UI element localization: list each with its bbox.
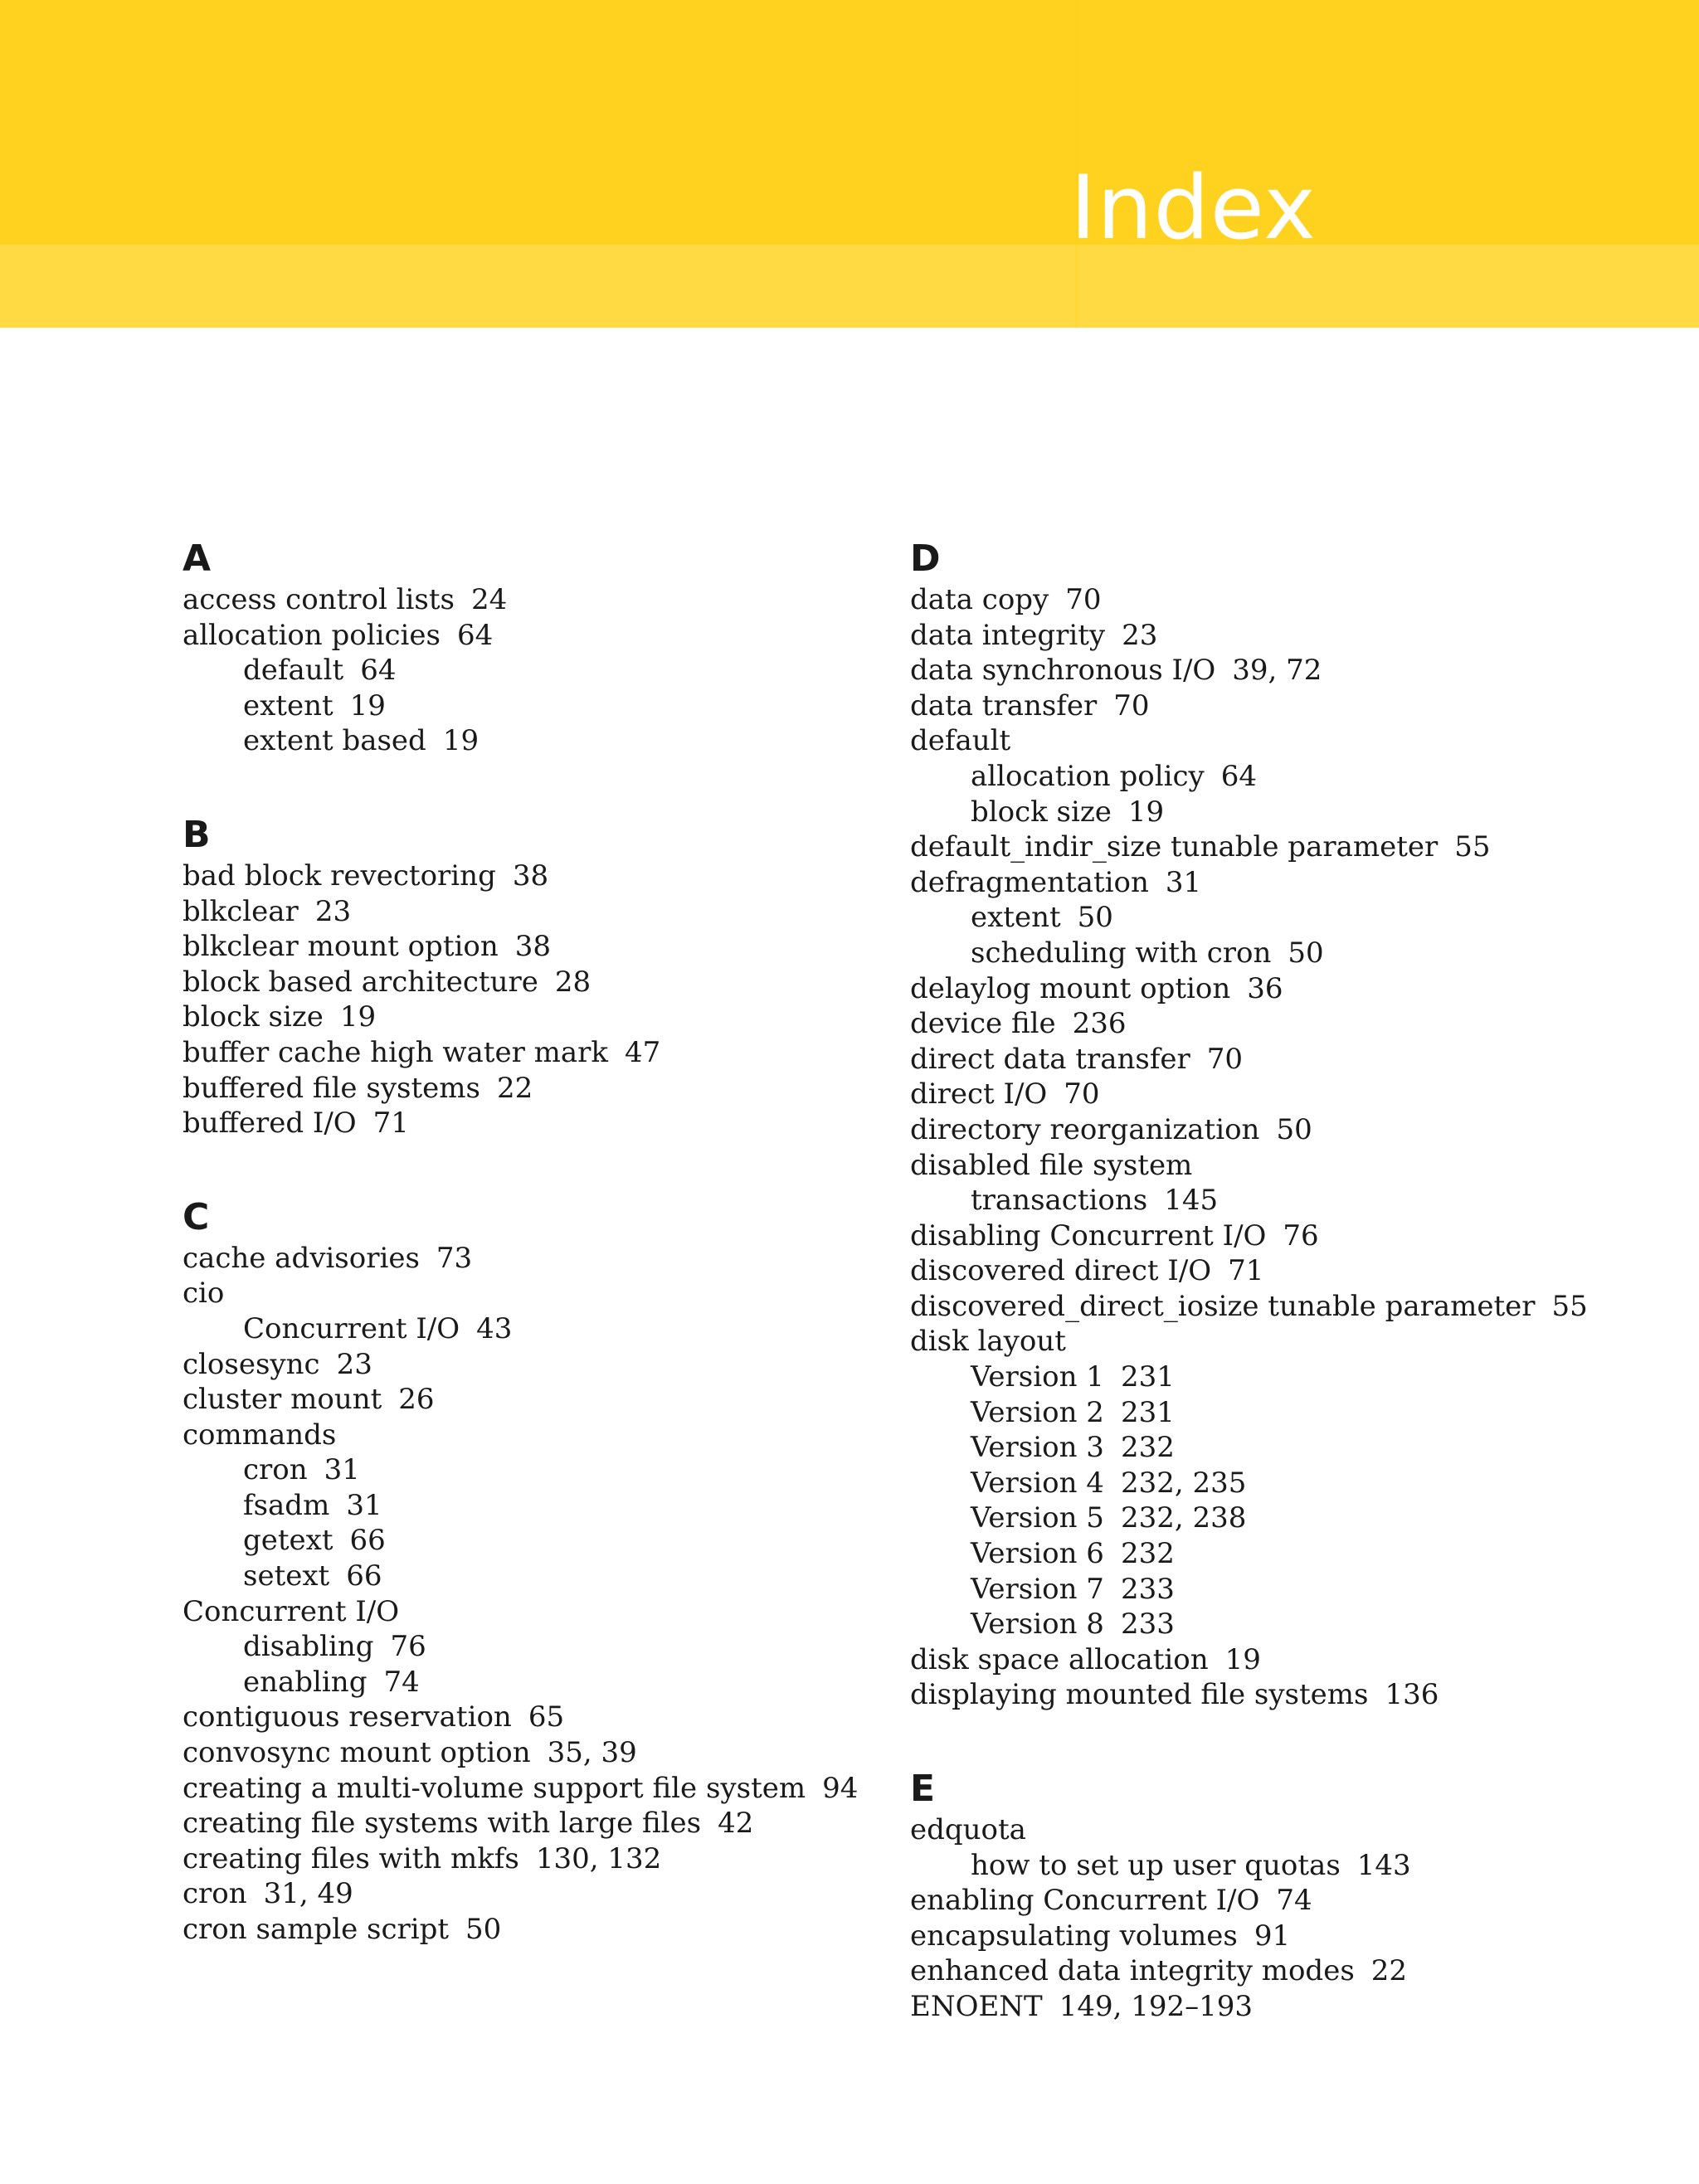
- entry-term: enabling: [243, 1665, 368, 1699]
- index-entry: [183, 1276, 896, 1311]
- entry-term: delaylog mount option: [910, 971, 1231, 1005]
- entry-page-refs[interactable]: 39, 72: [1232, 654, 1322, 688]
- index-entry: [183, 1735, 896, 1771]
- index-subentry: [910, 795, 1657, 830]
- entry-term: discovered_direct_iosize tunable parameter: [910, 1289, 1536, 1323]
- index-subentry: [910, 1572, 1657, 1608]
- entry-term: disk layout: [910, 1325, 1066, 1359]
- index-subentry: [910, 759, 1657, 795]
- index-subentry: [910, 936, 1657, 971]
- index-entry: [910, 582, 1657, 618]
- entry-page-refs[interactable]: 50: [1276, 1112, 1312, 1146]
- section-letter: E: [910, 1768, 936, 1810]
- entry-term: directory reorganization: [910, 1112, 1260, 1146]
- entry-page-refs[interactable]: 94: [822, 1771, 859, 1805]
- entry-page-refs[interactable]: 19: [1127, 795, 1165, 829]
- entry-page-refs[interactable]: 233: [1120, 1608, 1175, 1642]
- header-banner-band: [0, 245, 1699, 328]
- entry-term: discovered direct I/O: [910, 1254, 1212, 1288]
- index-entry: [910, 1077, 1657, 1112]
- index-entry: [910, 1218, 1657, 1254]
- index-subentry: [183, 1523, 896, 1559]
- index-entry: [183, 1418, 896, 1453]
- entry-term: how to set up user quotas: [971, 1848, 1341, 1882]
- index-subentry: [183, 1629, 896, 1665]
- entry-term: enabling Concurrent I/O: [910, 1884, 1260, 1918]
- entry-term: cache advisories: [183, 1241, 420, 1275]
- index-subentry: [183, 1452, 896, 1488]
- index-entry: [183, 1000, 896, 1035]
- entry-term: edquota: [910, 1813, 1026, 1846]
- entry-page-refs[interactable]: 23: [336, 1347, 372, 1381]
- entry-page-refs[interactable]: 28: [554, 965, 591, 999]
- entry-page-refs[interactable]: 145: [1164, 1184, 1219, 1218]
- entry-term: bad block revectoring: [183, 859, 496, 893]
- entry-term: allocation policy: [971, 759, 1205, 793]
- index-entry: [183, 1912, 896, 1948]
- index-entry: [910, 1324, 1657, 1360]
- entry-term: commands: [183, 1418, 337, 1452]
- entry-page-refs[interactable]: 233: [1120, 1572, 1175, 1606]
- entry-term: block size: [971, 795, 1112, 829]
- index-entry: [183, 582, 896, 618]
- index-subentry: [910, 900, 1657, 936]
- index-entry: [910, 1112, 1657, 1148]
- entry-page-refs[interactable]: 70: [1113, 688, 1150, 722]
- index-subentry: [910, 1430, 1657, 1466]
- entry-term: defragmentation: [910, 865, 1149, 899]
- entry-term: scheduling with cron: [971, 936, 1272, 970]
- index-entry: [183, 1876, 896, 1912]
- entry-term: Concurrent I/O: [243, 1311, 460, 1345]
- entry-page-refs[interactable]: 65: [528, 1700, 565, 1734]
- entry-term: buffered I/O: [183, 1107, 357, 1141]
- index-subentry: [910, 1848, 1657, 1884]
- index-entry: [183, 1106, 896, 1141]
- entry-page-refs[interactable]: 50: [1288, 936, 1324, 970]
- index-column-right: [910, 536, 1657, 2025]
- entry-term: disk space allocation: [910, 1642, 1209, 1676]
- entry-page-refs[interactable]: 71: [372, 1107, 409, 1141]
- entry-page-refs[interactable]: 50: [465, 1913, 502, 1946]
- entry-page-refs[interactable]: 66: [349, 1524, 386, 1558]
- entry-page-refs[interactable]: 236: [1072, 1007, 1127, 1041]
- entry-term: Version 3: [971, 1431, 1104, 1465]
- index-entry: [910, 723, 1657, 759]
- entry-term: extent: [971, 901, 1061, 935]
- entry-page-refs[interactable]: 76: [1283, 1218, 1319, 1253]
- index-entry: [910, 1989, 1657, 2025]
- section-letter: C: [183, 1195, 210, 1238]
- section-gap: [183, 1141, 896, 1194]
- index-column-left: [183, 536, 896, 1948]
- index-entry: [183, 1806, 896, 1841]
- index-entry: [183, 1071, 896, 1107]
- index-entry: [183, 1035, 896, 1071]
- entry-page-refs[interactable]: 42: [718, 1807, 754, 1841]
- entry-term: closesync: [183, 1347, 320, 1381]
- entry-page-refs[interactable]: 55: [1551, 1289, 1588, 1323]
- entry-term: cio: [183, 1277, 225, 1311]
- index-entry: [183, 1771, 896, 1807]
- index-subentry: [910, 1501, 1657, 1536]
- entry-page-refs[interactable]: 43: [476, 1311, 513, 1345]
- index-entry: [183, 618, 896, 654]
- entry-page-refs[interactable]: 66: [346, 1559, 382, 1593]
- index-subentry: [183, 653, 896, 688]
- section-letter: D: [910, 537, 941, 580]
- entry-page-refs[interactable]: 31: [346, 1488, 382, 1522]
- entry-page-refs[interactable]: 31: [324, 1453, 360, 1487]
- index-subentry: [910, 1536, 1657, 1572]
- entry-term: displaying mounted file systems: [910, 1678, 1369, 1712]
- entry-term: buffered file systems: [183, 1071, 480, 1105]
- entry-term: ENOENT: [910, 1989, 1043, 2023]
- index-entry: [183, 1382, 896, 1418]
- entry-page-refs[interactable]: 55: [1454, 830, 1491, 864]
- entry-term: default: [243, 654, 344, 688]
- entry-page-refs[interactable]: 24: [470, 583, 508, 616]
- index-section-e: [910, 1766, 1657, 2025]
- index-section-c: [183, 1194, 896, 1948]
- index-entry: [183, 965, 896, 1000]
- entry-term: allocation policies: [183, 618, 441, 652]
- entry-term: creating a multi-volume support file system: [183, 1771, 806, 1805]
- entry-page-refs[interactable]: 149, 192–193: [1059, 1989, 1254, 2023]
- index-subentry: [910, 1360, 1657, 1395]
- entry-term: direct data transfer: [910, 1042, 1190, 1076]
- index-entry: [910, 1883, 1657, 1919]
- entry-term: cron: [243, 1453, 308, 1487]
- entry-page-refs[interactable]: 64: [360, 654, 397, 688]
- index-subentry: [910, 1183, 1657, 1218]
- index-entry: [910, 1253, 1657, 1289]
- entry-term: Version 5: [971, 1501, 1104, 1535]
- index-entry: [910, 1042, 1657, 1077]
- section-letter: B: [183, 813, 211, 856]
- section-gap: [183, 759, 896, 812]
- entry-page-refs[interactable]: 130, 132: [535, 1841, 662, 1875]
- entry-page-refs[interactable]: 19: [339, 1000, 377, 1034]
- index-entry: [183, 894, 896, 930]
- entry-page-refs[interactable]: 73: [436, 1241, 473, 1275]
- entry-term: Version 6: [971, 1537, 1104, 1571]
- index-entry: [910, 1148, 1657, 1184]
- entry-page-refs[interactable]: 50: [1077, 901, 1113, 935]
- entry-term: data copy: [910, 583, 1049, 616]
- entry-term: cluster mount: [183, 1383, 382, 1417]
- entry-term: Version 4: [971, 1466, 1104, 1500]
- entry-page-refs[interactable]: 70: [1206, 1042, 1244, 1076]
- entry-term: buffer cache high water mark: [183, 1035, 609, 1069]
- entry-page-refs[interactable]: 22: [496, 1071, 533, 1105]
- entry-page-refs[interactable]: 31, 49: [263, 1877, 353, 1911]
- index-subentry: [183, 688, 896, 724]
- entry-term: enhanced data integrity modes: [910, 1954, 1355, 1988]
- section-gap: [910, 1713, 1657, 1766]
- index-subentry: [183, 1488, 896, 1524]
- index-entry: [910, 1953, 1657, 1989]
- entry-term: blkclear: [183, 894, 299, 928]
- header-banner: [0, 0, 1699, 245]
- entry-term: creating file systems with large files: [183, 1807, 702, 1841]
- entry-page-refs[interactable]: 91: [1254, 1919, 1291, 1953]
- entry-page-refs[interactable]: 76: [390, 1630, 426, 1664]
- index-entry: [910, 1919, 1657, 1954]
- entry-page-refs[interactable]: 231: [1120, 1395, 1175, 1429]
- entry-term: device file: [910, 1007, 1056, 1041]
- entry-term: disabled file system: [910, 1148, 1193, 1182]
- entry-term: block based architecture: [183, 965, 538, 999]
- entry-page-refs[interactable]: 36: [1247, 971, 1283, 1005]
- entry-page-refs[interactable]: 35, 39: [547, 1736, 637, 1770]
- index-section-d: [910, 536, 1657, 1713]
- index-entry: [910, 618, 1657, 654]
- entry-term: cron sample script: [183, 1913, 450, 1946]
- entry-page-refs[interactable]: 70: [1065, 583, 1102, 616]
- index-entry: [183, 1700, 896, 1735]
- entry-page-refs[interactable]: 31: [1165, 865, 1202, 899]
- entry-page-refs[interactable]: 64: [1220, 759, 1258, 793]
- entry-term: fsadm: [243, 1488, 330, 1522]
- entry-term: disabling: [243, 1630, 374, 1664]
- entry-page-refs[interactable]: 74: [383, 1665, 420, 1699]
- entry-page-refs[interactable]: 70: [1064, 1077, 1100, 1111]
- entry-term: creating files with mkfs: [183, 1841, 519, 1875]
- entry-term: Version 1: [971, 1360, 1104, 1394]
- entry-page-refs[interactable]: 232, 238: [1120, 1501, 1247, 1535]
- entry-term: data integrity: [910, 618, 1106, 652]
- index-entry: [183, 1241, 896, 1277]
- section-letter: A: [183, 537, 212, 580]
- entry-page-refs[interactable]: 23: [1122, 618, 1158, 652]
- entry-page-refs[interactable]: 232: [1120, 1537, 1175, 1571]
- entry-term: direct I/O: [910, 1077, 1048, 1111]
- entry-term: extent: [243, 688, 333, 722]
- index-subentry: [910, 1607, 1657, 1642]
- index-section-b: [183, 812, 896, 1141]
- index-entry: [910, 1812, 1657, 1848]
- entry-page-refs[interactable]: 38: [512, 859, 549, 893]
- entry-page-refs[interactable]: 19: [1224, 1642, 1261, 1676]
- entry-term: default: [910, 724, 1011, 758]
- index-entry: [910, 1289, 1657, 1325]
- entry-term: contiguous reservation: [183, 1700, 512, 1734]
- entry-page-refs[interactable]: 232, 235: [1120, 1466, 1247, 1500]
- index-entry: [183, 1841, 896, 1877]
- index-entry: [910, 971, 1657, 1007]
- entry-term: extent based: [243, 724, 426, 758]
- entry-page-refs[interactable]: 22: [1370, 1954, 1408, 1988]
- index-entry: [910, 1642, 1657, 1678]
- entry-term: convosync mount option: [183, 1736, 531, 1770]
- entry-page-refs[interactable]: 136: [1385, 1678, 1439, 1712]
- entry-page-refs[interactable]: 23: [314, 894, 352, 928]
- entry-term: getext: [243, 1524, 333, 1558]
- index-section-a: [183, 536, 896, 759]
- entry-term: Version 7: [971, 1572, 1104, 1606]
- index-entry: [910, 1006, 1657, 1042]
- entry-term: encapsulating volumes: [910, 1919, 1238, 1953]
- entry-term: block size: [183, 1000, 324, 1034]
- index-subentry: [183, 1311, 896, 1347]
- entry-page-refs[interactable]: 38: [514, 930, 551, 964]
- index-entry: [910, 653, 1657, 688]
- index-entry: [183, 929, 896, 965]
- entry-page-refs[interactable]: 231: [1120, 1360, 1175, 1394]
- entry-page-refs[interactable]: 143: [1356, 1848, 1411, 1882]
- entry-term: data transfer: [910, 688, 1098, 722]
- entry-page-refs[interactable]: 26: [398, 1383, 435, 1417]
- index-entry: [910, 829, 1657, 865]
- index-subentry: [183, 1559, 896, 1594]
- entry-page-refs[interactable]: 74: [1276, 1884, 1312, 1918]
- entry-term: default_indir_size tunable parameter: [910, 830, 1439, 864]
- entry-page-refs[interactable]: 19: [442, 724, 480, 758]
- entry-page-refs[interactable]: 47: [625, 1035, 661, 1069]
- entry-term: transactions: [971, 1184, 1148, 1218]
- index-entry: [910, 865, 1657, 901]
- entry-term: access control lists: [183, 583, 455, 616]
- entry-term: blkclear mount option: [183, 930, 499, 964]
- index-subentry: [910, 1395, 1657, 1431]
- index-entry: [183, 1347, 896, 1383]
- index-subentry: [910, 1466, 1657, 1501]
- index-subentry: [183, 723, 896, 759]
- entry-page-refs[interactable]: 19: [349, 688, 386, 722]
- entry-term: Version 2: [971, 1395, 1104, 1429]
- entry-term: disabling Concurrent I/O: [910, 1218, 1267, 1253]
- index-entry: [183, 1594, 896, 1630]
- index-entry: [910, 688, 1657, 724]
- entry-term: Concurrent I/O: [183, 1594, 400, 1628]
- entry-term: setext: [243, 1559, 330, 1593]
- entry-page-refs[interactable]: 64: [456, 618, 494, 652]
- index-entry: [910, 1677, 1657, 1713]
- entry-term: data synchronous I/O: [910, 654, 1216, 688]
- entry-page-refs[interactable]: 232: [1120, 1431, 1175, 1465]
- page-title: Index: [1070, 157, 1317, 259]
- index-subentry: [183, 1665, 896, 1700]
- entry-term: cron: [183, 1877, 247, 1911]
- entry-page-refs[interactable]: 71: [1228, 1254, 1264, 1288]
- entry-term: Version 8: [971, 1608, 1104, 1642]
- index-entry: [183, 859, 896, 894]
